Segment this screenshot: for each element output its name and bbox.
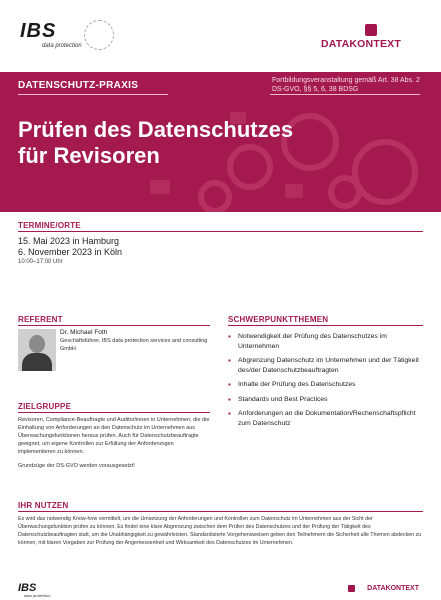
hero-rule-right: [270, 94, 420, 95]
nutzen-divider: [18, 511, 423, 512]
page-title: [18, 117, 418, 169]
page-footer: [0, 580, 441, 600]
schwerpunkte-label: SCHWERPUNKTTHEMEN: [228, 315, 329, 324]
termine-date-1: 15. Mai 2023 in Hamburg: [18, 236, 120, 246]
nutzen-text: Es wird das notwendig Know-how vermittelt, um die Umsetzung der Anforderungen und Kontrollen zum Datenschutz im Unternehmen aus der Sicht der Überwachungsfunktion prüfen zu können. Es findet eine klare Abgrenzung zwischen dem Prüfen des Datenschutzes und der Prüfung der Tätigkeit des Datenschutzbeauftragten statt, um die Unabhängigkeit zu gewährleisten. Standardisierte Vorgehensweisen geben den Teilnehmern die Sicherheit alle Themen abdecken zu können, mit klaren Vorgaben zur Prüfung der Angemessenheit und Wirksamkeit des Datenschutzes im Unternehmen.: [18, 516, 422, 546]
hero-banner: [0, 72, 441, 212]
datakontext-logo: [321, 24, 421, 54]
square-bullet-icon: ▪: [228, 356, 231, 365]
referent-divider: [18, 325, 210, 326]
datakontext-mark-icon: [365, 24, 377, 36]
hero-fortbildung: Fortbildungsveranstaltung gemäß Art. 38 Abs. 2 DS-GVO, §§ 5, 6, 38 BDSG: [272, 77, 420, 93]
zielgruppe-section: [18, 402, 210, 470]
footer-datakontext-logo: DATAKONTEXT: [367, 585, 419, 592]
referent-label: REFERENT: [18, 315, 63, 324]
termine-time: 10:00–17:00 Uhr: [18, 259, 63, 265]
zielgruppe-text: Revisoren, Compliance-Beauftragte und Auditor/innen in Unternehmen, die die Einhaltung von Anforderungen an den Datenschutz im Unternehmen aus Überwachungsfunktionen heraus prüfen. Auch für Datenschutzbeauftragte geeignet, um eigene Kontrollen zur Erfüllung der Anforderungen implementieren zu können.: [18, 417, 210, 455]
square-bullet-icon: ▪: [228, 409, 231, 418]
footer-ibs-sub: data protection: [24, 593, 51, 598]
page-title-line2: für Revisoren: [18, 143, 160, 168]
termine-date-2: 6. November 2023 in Köln: [18, 247, 123, 257]
list-item: ▪ Notwendigkeit der Prüfung des Datenschutzes im Unternehmen: [228, 332, 387, 350]
referent-section: [18, 315, 210, 352]
nutzen-label: IHR NUTZEN: [18, 501, 69, 510]
ibs-logo-sub: data protection: [42, 43, 82, 49]
avatar: [18, 329, 56, 371]
termine-divider: [18, 231, 423, 232]
page-title-line1: Prüfen des Datenschutzes: [18, 117, 294, 142]
square-bullet-icon: ▪: [228, 332, 231, 341]
footer-ibs-logo: IBS: [18, 582, 37, 594]
termine-label: TERMINE/ORTE: [18, 221, 81, 230]
referent-role: Geschäftsführer, IBS data protection services and consulting GmbH: [60, 338, 208, 352]
termine-section: [18, 221, 423, 265]
datakontext-logo-word: DATAKONTEXT: [321, 38, 401, 50]
zielgruppe-divider: [18, 412, 210, 413]
list-item: ▪ Inhalte der Prüfung des Datenschutzes: [228, 380, 356, 389]
footer-datakontext-mark-icon: [348, 585, 355, 592]
nutzen-section: [18, 501, 423, 547]
page-header: [0, 0, 441, 72]
square-bullet-icon: ▪: [228, 380, 231, 389]
referent-name: Dr. Michael Foth: [60, 329, 108, 336]
fingerprint-icon: [84, 20, 114, 50]
schwerpunkte-divider: [228, 325, 423, 326]
referent-info: [60, 329, 210, 353]
zielgruppe-label: ZIELGRUPPE: [18, 402, 72, 411]
schwerpunkte-section: [228, 315, 423, 433]
square-bullet-icon: ▪: [228, 394, 231, 404]
list-item: ▪ Abgrenzung Datenschutz im Unternehmen und der Tätigkeit des/der Datenschutzbeauftragten: [228, 356, 419, 374]
zielgruppe-note: Grundzüge der DS-GVO werden vorausgesetzt!: [18, 463, 135, 469]
schwerpunkte-list: [228, 332, 423, 428]
hero-kicker: DATENSCHUTZ-PRAXIS: [18, 80, 139, 91]
hero-rule-left: [18, 94, 168, 95]
list-item: ▪ Anforderungen an die Dokumentation/Rechenschaftspflicht zum Datenschutz: [228, 409, 416, 427]
ibs-logo: [20, 18, 110, 54]
ibs-logo-word: IBS: [20, 20, 57, 42]
list-item: ▪ Standards und Best Practices: [228, 394, 328, 404]
